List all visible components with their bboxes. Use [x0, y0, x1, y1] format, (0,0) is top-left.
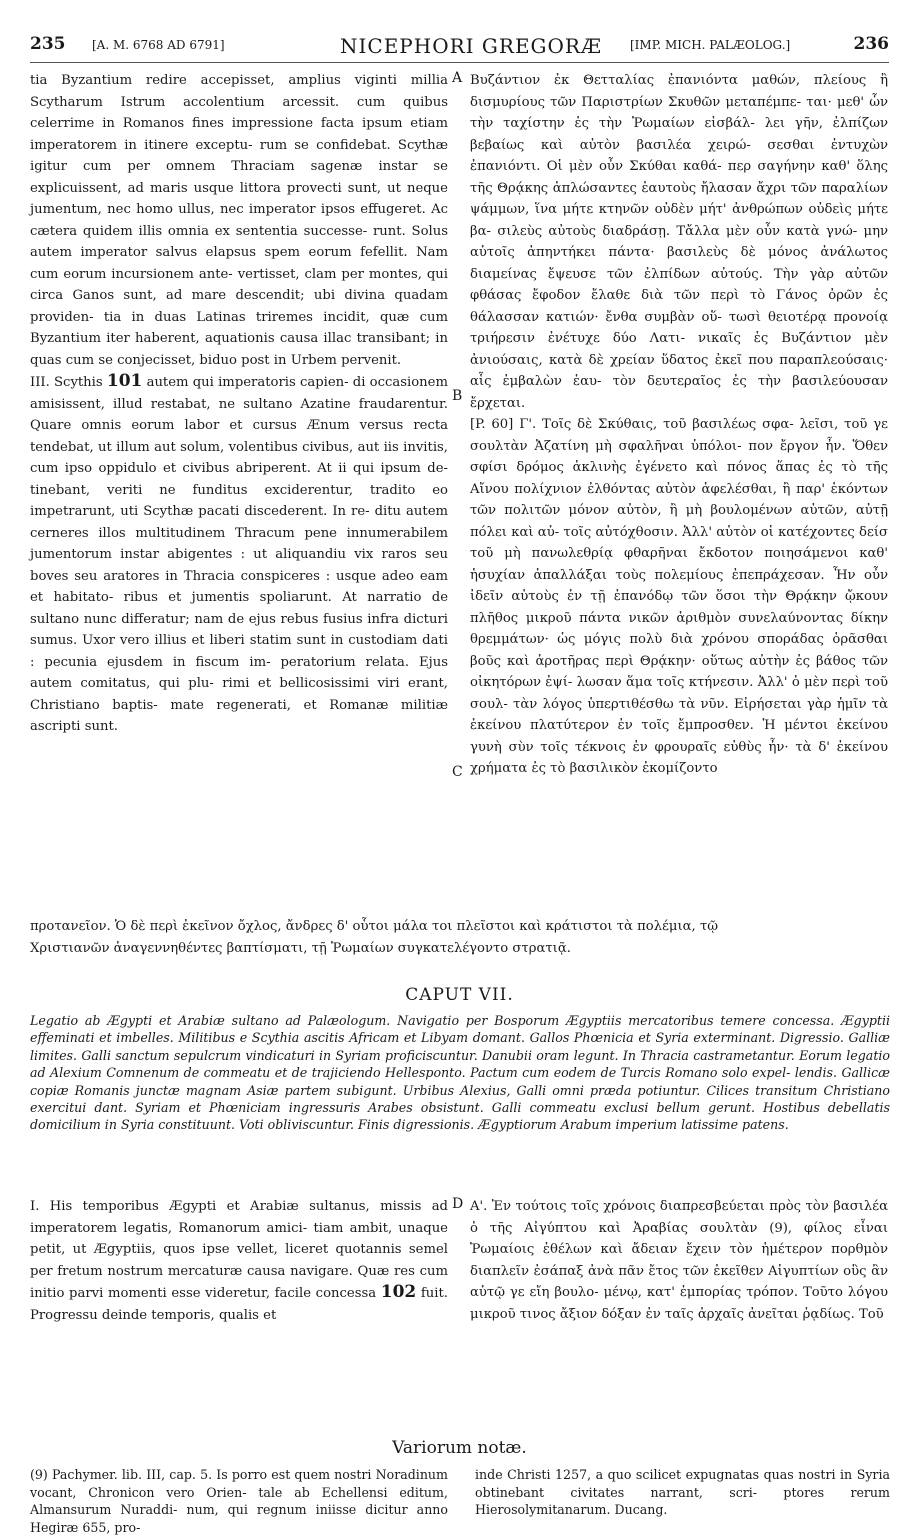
margin-letter-a: A: [452, 70, 463, 86]
margin-letter-d: D: [452, 1196, 464, 1212]
greek-column-upper: [470, 70, 888, 780]
page-number-left: 235: [30, 34, 66, 54]
latin-paragraph: [30, 1196, 448, 1326]
note-right: inde Christi 1257, a quo scilicet expugnatas quas nostri in Syria obtinebant civitates narrant, scri- ptores rerum Hierosolymitanarum. Ducang.: [475, 1467, 890, 1518]
notes-heading: Variorum notæ.: [392, 1438, 527, 1458]
margin-letter-c: C: [452, 764, 463, 780]
latin-paragraph-body: I. His temporibus Ægypti et Arabiæ sultanus, missis ad imperatorem legatis, Romanorum amici- tiam ambit, unaque petit, ut Ægyptiis, quos ipse vellet, liceret quotannis semel per fretum nostrum mercaturæ causa navigare. Quæ res cum initio parvi momenti esse videretur, facile concessa: [30, 1199, 448, 1301]
chapter-summary: Legatio ab Ægypti et Arabiæ sultano ad Palæologum. Navigatio per Bosporum Ægyptiis mercatoribus temere concessa. Ægyptii effeminati et imbelles. Militibus e Scythia ascitis Africam et Libyam domant. Gallos Phœnicia et Syria exterminant. Digressio. Galliæ limites. Galli sanctum sepulcrum vindicaturi in Syriam proficiscuntur. Danubii oram legunt. In Thracia castrametantur. Eorum legatio ad Alexium Comnenum de commeatu et de trajiciendo Hellesponto. Pactum cum eodem de Turcis Romano solo expel- lendis. Gallicæ copiæ Romanis junctæ magnam Asiæ partem subigunt. Urbibus Alexius, Galli omni præda potiuntur. Cilices transitum Christiano exercitui dant. Syriam et Phœniciam ingressuris Arabes obsistunt. Galli commeatu exclusi bellum gerunt. Hostibus debellatis domicilium in Syria constituunt. Voti obliviscuntur. Finis digressionis. Ægyptiorum Arabum imperium latissime patens.: [30, 1013, 890, 1133]
chapter-title: CAPUT VII.: [405, 985, 514, 1005]
latin-column-lower: [30, 1196, 448, 1326]
note-left: (9) Pachymer. lib. III, cap. 5. Is porro est quem nostri Noradinum vocant, Chronicon vero Orien- tale ab Echellensi editum, Almansurum Nuraddi- num, qui regnum iniisse dicitur anno Hegiræ 655, pro-: [30, 1467, 448, 1535]
margin-letter-b: B: [452, 388, 463, 404]
latin-column-upper: [30, 70, 448, 738]
greek-paragraph: Α'. Ἐν τούτοις τοῖς χρόνοις διαπρεσβεύεται πρὸς τὸν βασιλέα ὁ τῆς Αἰγύπτου καὶ Ἀραβίας σουλτὰν (9), φίλος εἶναι Ῥωμαίοις ἐθέλων καὶ ἄδειαν ἔχειν τὸν ἡμέτερον πορθμὸν διαπλεῖν ἐσάπαξ ἀνὰ πᾶν ἔτος τῶν ἐκεῖθεν Αἰγυπτίων οὓς ἂν αὐτῷ γε εἴη βουλο- μένῳ, κατ' ἐμπορίας τρόπον. Τοῦτο λόγου μικροῦ τινος ἄξιον δόξαν ἐν ταῖς ἀρχαῖς ἀνεῖται ῥᾳδίως. Τοῦ: [470, 1199, 888, 1322]
latin-paragraph-body: autem qui imperatoris capien- di occasionem amisissent, illud restabat, ne sultano Azatine fraudarentur. Quare omnis eorum labor et cursus Ænum versus recta tendebat, ut illum aut solum, volentibus civibus, aut iis invitis, cum ipso oppidulo et civibus abriperent. At ii qui ipsum de- tinebant, veriti ne funditus exciderentur, tradito eo impetrarunt, uti Scythæ pacati discederent. In re- ditu autem cerneres illos multitudinem Thracum pene innumerabilem jumentorum instar abigentes : ut aliquandiu vix raros seu boves seu aratores in Thracia conspiceres : usque adeo eam et habitato- ribus et jumentis spoliarunt. At narratio de sultano nunc differatur; nam de ejus rebus fusius infra dicturi sumus. Uxor vero illius et liberi statim sunt in custodiam dati : pecunia ejusdem in fiscum im- peratorium relata. Ejus autem comitatus, qui plu- rimi et bellicosissimi viri erant, Christiano baptis- mate regenerati, et Romanæ militiæ ascripti sunt.: [30, 375, 448, 734]
page-number-right: 236: [853, 34, 889, 54]
greek-paragraph: [P. 60] Γ'. Τοῖς δὲ Σκύθαις, τοῦ βασιλέως σφα- λεῖσι, τοῦ γε σουλτὰν Ἀζατίνη μὴ σφαλῆναι ὑπόλοι- πον ἔργον ἦν. Ὅθεν σφίσι δρόμος ἀκλινὴς ἐγένετο καὶ πόνος ἅπας ἐς τὸ τῆς Αἴνου πολίχνιον ἐλθόντας αὐτὸν ἀφελέσθαι, ἢ παρ' ἑκόντων τῶν πολιτῶν μόνον αὐτὸν, ἢ μὴ βουλομένων αὐτῶν, αὐτῇ πόλει καὶ αὐ- τοῖς αὐτόχθοσιν. Ἀλλ' αὐτὸν οἱ κατέχοντες δείσ τοῦ μὴ πανωλεθρίᾳ φθαρῆναι ἔκδοτον ποιησάμενοι καθ' ἡσυχίαν ἀπαλλάξαι τοὺς πολεμίους ἐπεπράχεσαν. Ἦν οὖν ἰδεῖν αὐτοὺς ἐν τῇ ἐπανόδῳ τῶν ὅσοι τὴν Θρᾴκην ᾤκουν πλῆθος μικροῦ πάντα νικῶν ἀριθμὸν συνελαύνοντας δίκην θρεμμάτων· ὡς μόγις πολὺ διὰ χρόνου σποράδας ὁρᾶσθαι βοῦς καὶ ἀροτῆρας περὶ Θρᾴκην· οὕτως αὐτὴν ἐς βάθος τῶν οἰκητόρων ἐψί- λωσαν ἅμα τοῖς κτήνεσιν. Ἀλλ' ὁ μὲν περὶ τοῦ σουλ- τὰν λόγος ὑπερτιθέσθω τὰ νῦν. Εἰρήσεται γὰρ ἡμῖν τὰ ἐκείνου πλατύτερον ἐν τοῖς ἔμπροσθεν. Ἡ μέντοι ἐκείνου γυνὴ σὺν τοῖς τέκνοις ἐν φρουραῖς εὐθὺς ἦν· τὰ δ' ἐκείνου χρήματα ἐς τὸ βασιλικὸν ἐκομίζοντο: [470, 417, 888, 776]
running-title: NICEPHORI GREGORÆ: [340, 34, 602, 58]
greek-paragraph: Βυζάντιον ἐκ Θετταλίας ἐπανιόντα μαθών, πλείους ἢ δισμυρίους τῶν Παριστρίων Σκυθῶν μεταπέμπε- ται· μεθ' ὧν τὴν ταχίστην ἐς τὴν Ῥωμαίων εἰσβάλ- λει γῆν, ἐλπίζων βεβαίως καὶ αὐτὸν βασιλέα χειρώ- σεσθαι ἐντυχὼν ἐπανιόντι. Οἱ μὲν οὖν Σκύθαι καθά- περ σαγήνην καθ' ὅλης τῆς Θρᾴκης ἁπλώσαντες ἑαυτοὺς ἤλασαν ἄχρι τῶν παραλίων ψάμμων, ἵνα μήτε κτηνῶν οὐδὲν μήτ' ἀνθρώπων οὐδεὶς μήτε βα- σιλεὺς αὐτοὺς διαδράσῃ. Τἄλλα μὲν οὖν κατὰ γνώ- μην αὐτοῖς ἀπηντήκει πάντα· βασιλεὺς δὲ μόνος ἀνάλωτος διαμείνας ἔψευσε τῶν ἐλπίδων αὐτούς. Τὴν γὰρ αὐτῶν φθάσας ἔφοδον ἔλαθε διὰ τῶν περὶ τὸ Γάνος ὀρῶν ἐς θάλασσαν κατιών· ἔνθα συμβὰν οὕ- τωσὶ θειοτέρᾳ προνοίᾳ τριήρεσιν ἐνέτυχε δύο Λατι- νικαῖς ἐς Βυζάντιον μὲν ἀνιούσαις, κατὰ δὲ χρείαν ὕδατος ἐκεῖ που παραπλεούσαις· αἷς ἐμβαλὼν ἑαυ- τὸν δευτεραῖος ἐς τὴν βασιλεύουσαν ἔρχεται.: [470, 73, 888, 411]
margin-page-number: 101: [106, 371, 143, 391]
running-header: [30, 32, 889, 63]
year-reference: [A. M. 6768 AD 6791]: [92, 38, 225, 52]
full-width-line: Χριστιανῶν ἀναγεννηθέντες βαπτίσματι, τῇ Ῥωμαίων συγκατελέγοντο στρατιᾷ.: [30, 941, 571, 956]
latin-paragraph: [30, 371, 448, 738]
greek-column-lower: [470, 1196, 888, 1325]
latin-paragraph-body: fuit. Progressu deinde temporis, qualis et: [30, 1286, 448, 1323]
full-width-line: προτανεῖον. Ὁ δὲ περὶ ἐκεῖνον ὄχλος, ἄνδρες δ' οὗτοι μάλα τοι πλεῖστοι καὶ κράτιστοι τὰ πολέμια, τῷ: [30, 919, 718, 934]
emperor-tag: [IMP. MICH. PALÆOLOG.]: [630, 38, 791, 52]
latin-paragraph: tia Byzantium redire accepisset, amplius viginti millia Scytharum Istrum accolentium arcessit. cum quibus celerrime in Romanos fines impressione facta ipsum etiam imperatorem in itinere exceptu- rum se confidebat. Scythæ igitur cum per omnem Thraciam sagenæ instar se explicuissent, ad maris usque littora provecti sunt, ut neque jumentum, nec homo ullus, nec imperator ipsos effugeret. Ac cætera quidem illis omnia ex sententia successe- runt. Solus autem imperator salvus elapsus spem eorum fefellit. Nam cum eorum incursionem ante- vertisset, clam per montes, qui circa Ganos sunt, ad mare descendit; ubi divina quadam providen- tia in duas Latinas triremes incidit, quæ cum Byzantium iter haberent, aquationis causa illac transibant; in quas cum se conjecisset, biduo post in Urbem pervenit.: [30, 73, 448, 368]
latin-paragraph-lead: III. Scythis: [30, 375, 103, 390]
margin-page-number: 102: [380, 1282, 417, 1302]
